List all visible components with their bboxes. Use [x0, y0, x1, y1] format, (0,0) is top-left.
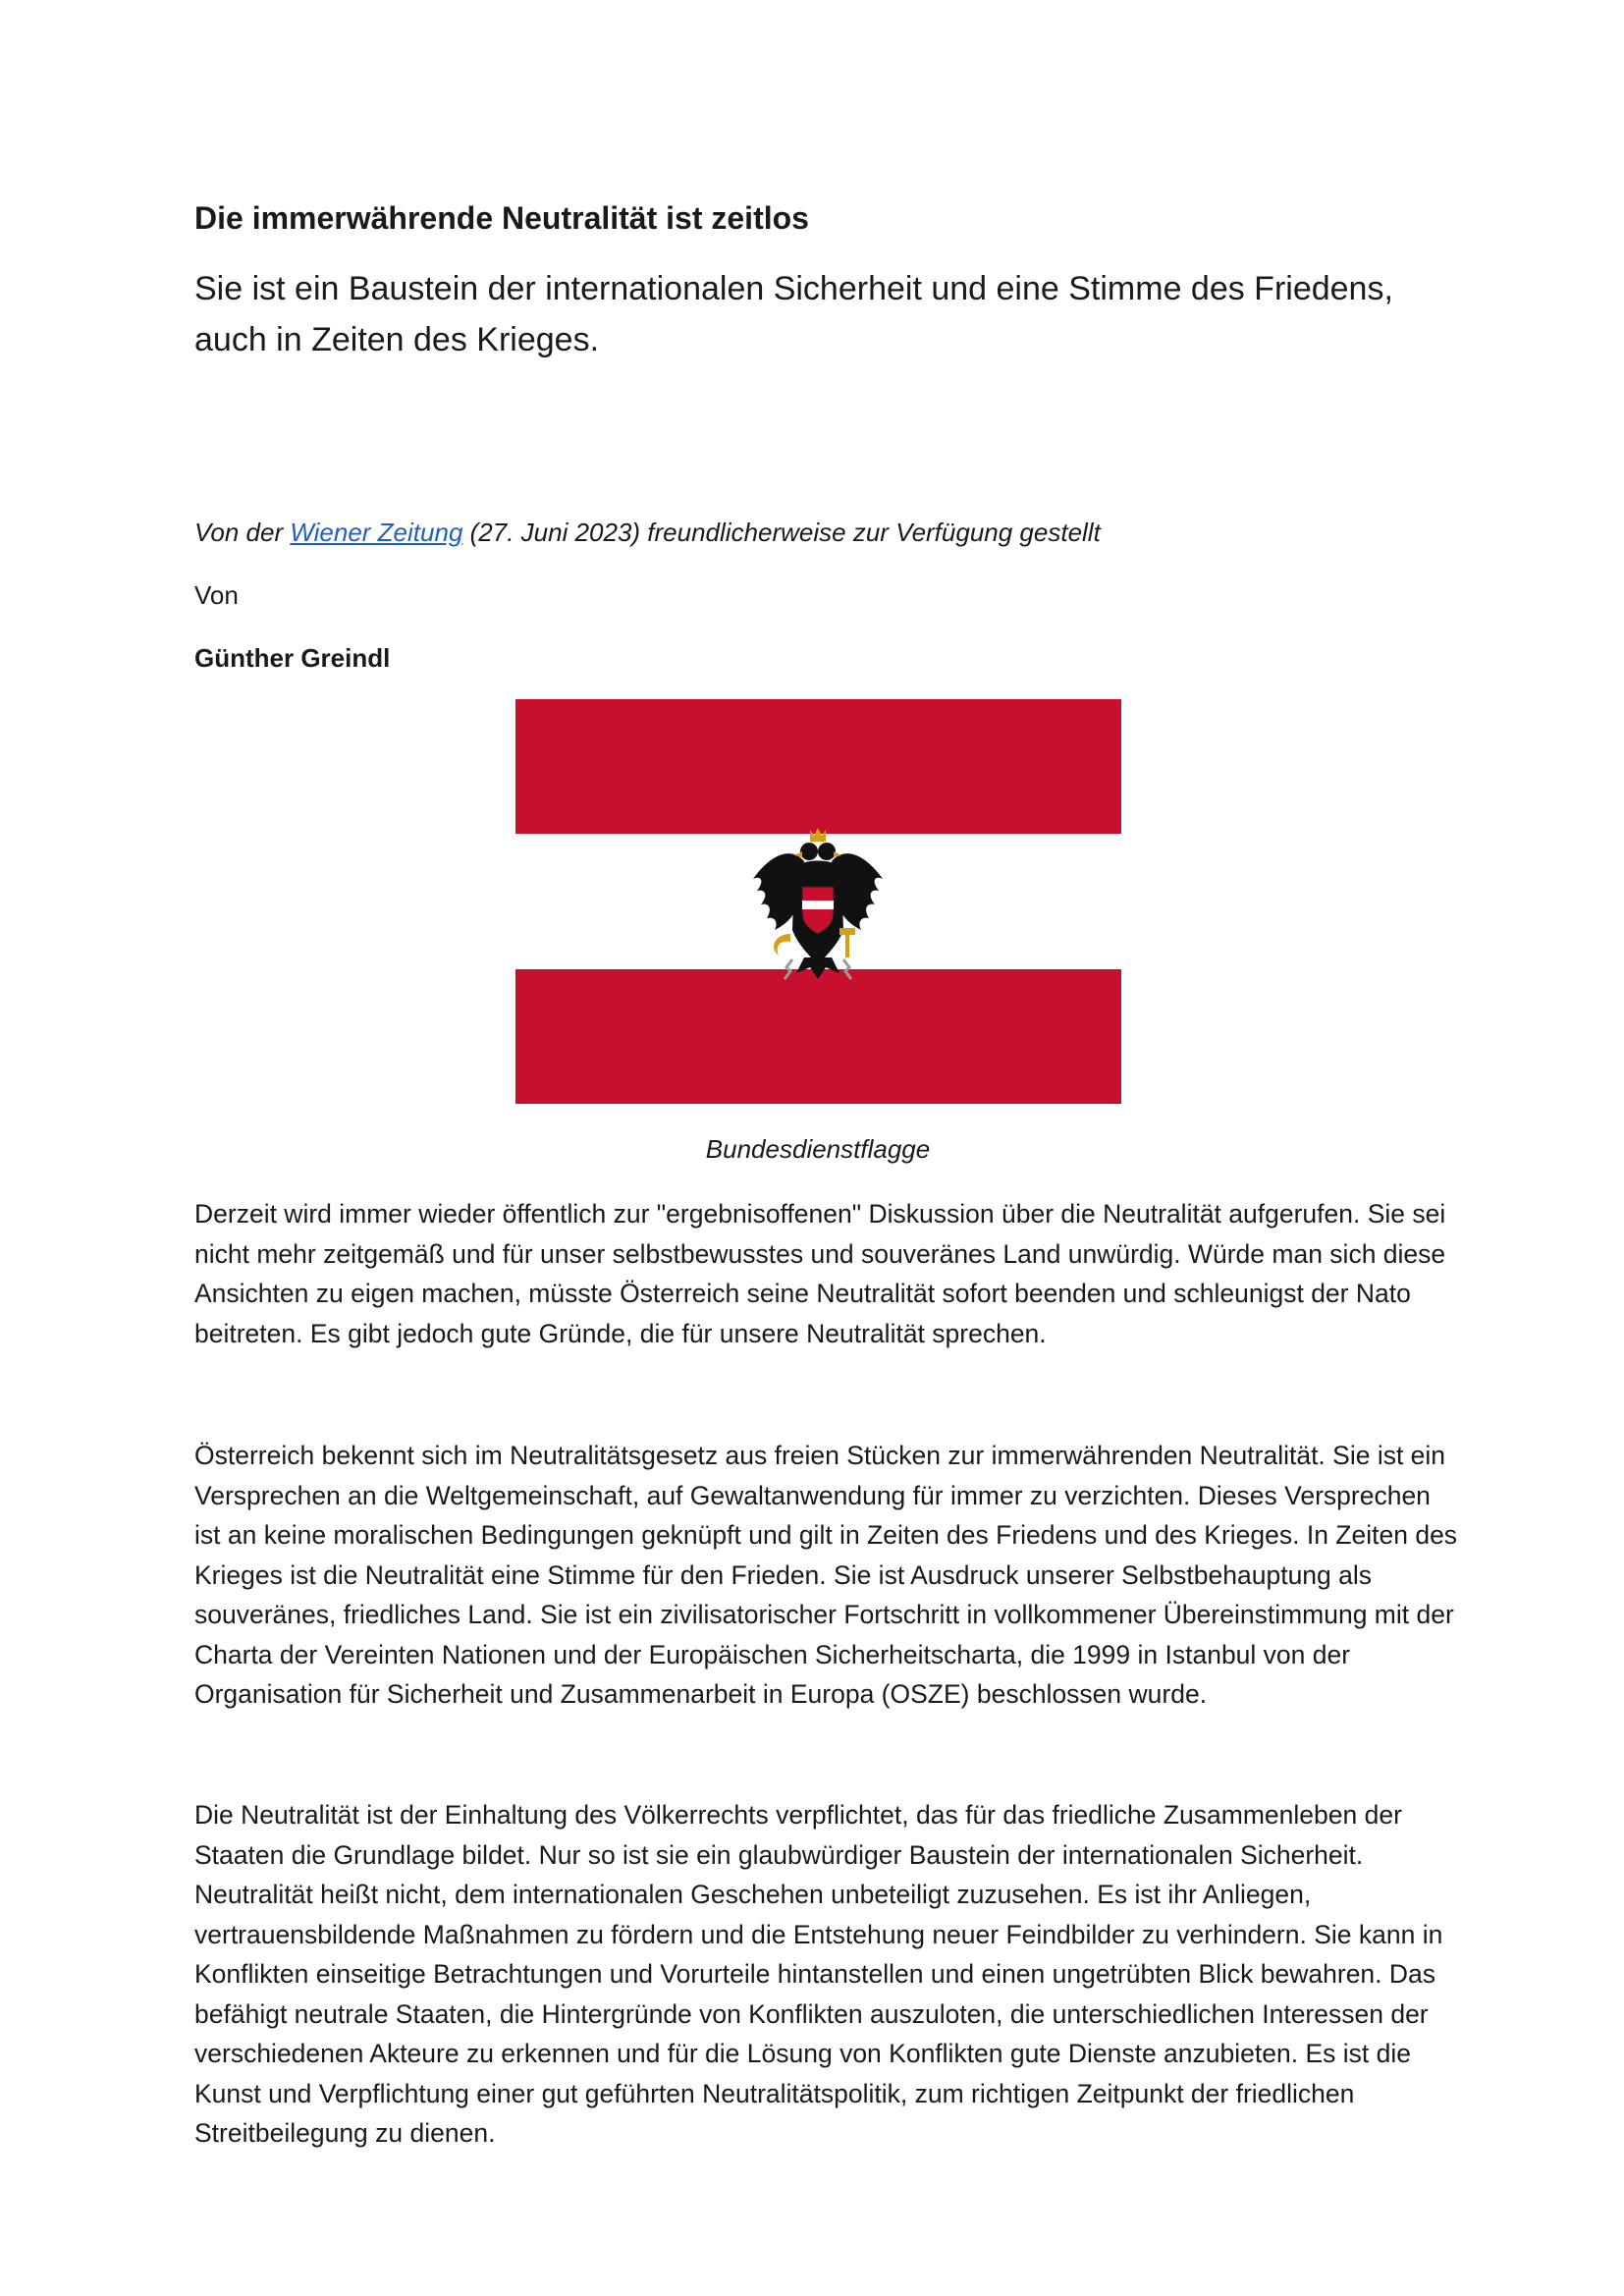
body-paragraph-1: Derzeit wird immer wieder öffentlich zur "ergebnisoffenen" Diskussion über die Neutralität aufgerufen. Sie sei nicht mehr zeitgemäß und für unser selbstbewusstes und souveränes Land unwürdig. Würde man sich diese Ansichten zu eigen machen, müsste Österreich seine Neutralität sofort beenden und schleunigst der Nato beitreten. Es gibt jedoch gute Gründe, die für unsere Neutralität sprechen. [194, 1199, 1446, 1348]
article-title: Die immerwährende Neutralität ist zeitlos [194, 200, 809, 236]
austrian-state-flag-image [515, 699, 1121, 1104]
byline-label: Von [194, 580, 239, 610]
credit-suffix: (27. Juni 2023) freundlicherweise zur Verfügung gestellt [462, 518, 1101, 547]
flag-top-stripe [515, 699, 1121, 834]
author-name: Günther Greindl [194, 643, 391, 673]
article-subtitle: Sie ist ein Baustein der internationalen Sicherheit und eine Stimme des Friedens, auch in Zeiten des Krieges. [194, 270, 1393, 358]
flag-bottom-stripe [515, 969, 1121, 1104]
source-link[interactable]: Wiener Zeitung [290, 518, 463, 547]
body-paragraph-3: Die Neutralität ist der Einhaltung des Völkerrechts verpflichtet, das für das friedliche Zusammenleben der Staaten die Grundlage bildet. Nur so ist sie ein glaubwürdiger Baustein der internationalen Sicherheit. Neutralität heißt nicht, dem internationalen Geschehen unbeteiligt zuzusehen. Es ist ihr Anliegen, vertrauensbildende Maßnahmen zu fördern und die Entstehung neuer Feindbilder zu verhindern. Sie kann in Konflikten einseitige Betrachtungen und Vorurteile hintanstellen und einen ungetrübten Blick bewahren. Das befähigt neutrale Staaten, die Hintergründe von Konflikten auszuloten, die unterschiedlichen Interessen der verschiedenen Akteure zu erkennen und für die Lösung von Konflikten gute Dienste anzubieten. Es ist die Kunst und Verpflichtung einer gut geführten Neutralitätspolitik, zum richtigen Zeitpunkt der friedlichen Streitbeilegung zu dienen. [194, 1800, 1443, 2148]
image-caption: Bundesdienstflagge [705, 1134, 931, 1164]
credit-prefix: Von der [194, 518, 291, 547]
source-credit [194, 515, 1101, 550]
body-paragraph-2: Österreich bekennt sich im Neutralitätsgesetz aus freien Stücken zur immerwährenden Neutralität. Sie ist ein Versprechen an die Weltgemeinschaft, auf Gewaltanwendung für immer zu verzichten. Dieses Versprechen ist an keine moralischen Bedingungen geknüpft und gilt in Zeiten des Friedens und des Krieges. In Zeiten des Krieges ist die Neutralität eine Stimme für den Frieden. Sie ist Ausdruck unserer Selbstbehauptung als souveränes, friedliches Land. Sie ist ein zivilisatorischer Fortschritt in vollkommener Übereinstimmung mit der Charta der Vereinten Nationen und der Europäischen Sicherheitscharta, die 1999 in Istanbul von der Organisation für Sicherheit und Zusammenarbeit in Europa (OSZE) beschlossen wurde. [194, 1441, 1458, 1709]
